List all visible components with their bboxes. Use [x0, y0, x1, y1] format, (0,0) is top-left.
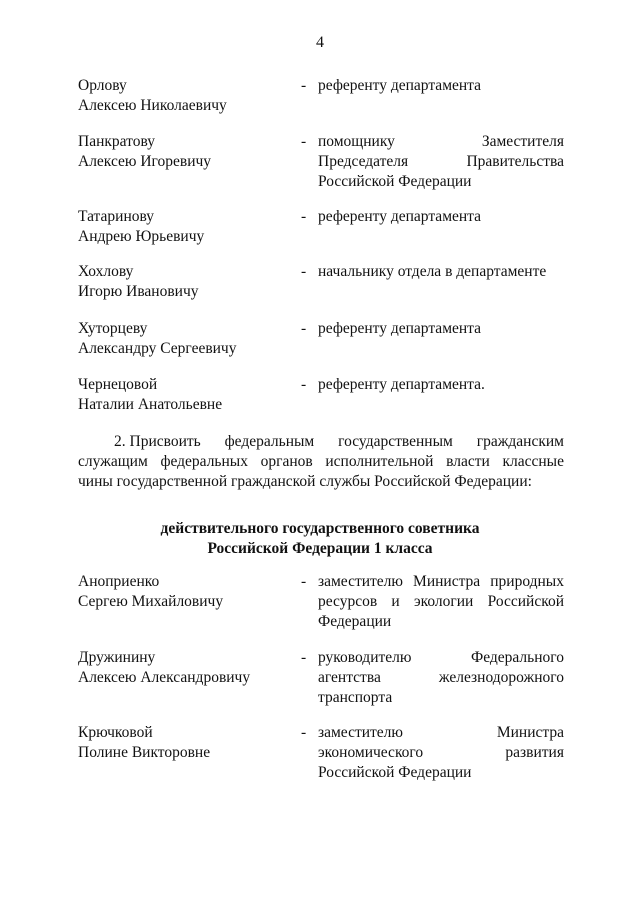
- position-title: [318, 76, 564, 96]
- position-title: [318, 207, 564, 227]
- person-name: [78, 132, 288, 172]
- word: Федерального: [470, 649, 564, 666]
- person-name: [78, 207, 288, 247]
- word: власти: [446, 453, 490, 470]
- word: развития: [505, 744, 564, 761]
- dash: -: [301, 133, 307, 150]
- dash: -: [301, 724, 307, 741]
- position-line: референту департамента: [318, 77, 482, 94]
- person-name-line: Татаринову: [78, 208, 155, 225]
- word: Министра: [413, 573, 481, 590]
- person-name: [78, 572, 288, 612]
- position-line: референту департамента: [318, 208, 482, 225]
- word: агентства: [318, 669, 381, 686]
- person-name: [78, 648, 288, 688]
- position-line: [318, 132, 564, 152]
- person-name-line: Алексею Александровичу: [78, 669, 251, 686]
- position-line: транспорта: [318, 689, 393, 706]
- dash: -: [301, 376, 307, 393]
- word: 2. Присвоить: [114, 433, 201, 450]
- rank-heading-line-2: Российской Федерации 1 класса: [207, 540, 433, 557]
- paragraph-line: чины государственной гражданской службы Российской Федерации:: [78, 473, 532, 490]
- person-name-line: Алексею Николаевичу: [78, 97, 227, 114]
- word: руководителю: [318, 649, 412, 666]
- person-name: [78, 76, 288, 116]
- word: Заместителя: [481, 133, 564, 150]
- person-name-line: Алексею Игоревичу: [78, 153, 212, 170]
- word: федеральным: [224, 433, 315, 450]
- person-name: [78, 262, 288, 302]
- word: Правительства: [466, 153, 564, 170]
- word: заместителю: [318, 573, 403, 590]
- position-title: [318, 132, 564, 192]
- dash: -: [301, 263, 307, 280]
- person-name-line: Наталии Анатольевне: [78, 396, 223, 413]
- position-line: [318, 743, 564, 763]
- person-name-line: Аноприенко: [78, 573, 160, 590]
- person-name-line: Дружинину: [78, 649, 156, 666]
- word: государственным: [338, 433, 453, 450]
- word: классные: [502, 453, 564, 470]
- word: служащим: [78, 453, 148, 470]
- position-line: [318, 723, 564, 743]
- dash: -: [301, 649, 307, 666]
- word: органов: [260, 453, 313, 470]
- position-title: [318, 723, 564, 783]
- person-name-line: Полине Викторовне: [78, 744, 211, 761]
- word: заместителю: [318, 724, 403, 741]
- position-line: [318, 572, 564, 592]
- position-line: [318, 152, 564, 172]
- position-title: [318, 262, 564, 282]
- paragraph-2: [78, 432, 564, 492]
- word: ресурсов: [318, 593, 378, 610]
- position-line: референту департамента: [318, 320, 482, 337]
- position-title: [318, 319, 564, 339]
- person-name: [78, 375, 288, 415]
- word: Министра: [496, 724, 564, 741]
- person-name-line: Панкратову: [78, 133, 155, 150]
- dash: -: [301, 208, 307, 225]
- word: Председателя: [318, 153, 409, 170]
- word: экономического: [318, 744, 424, 761]
- position-line: [318, 668, 564, 688]
- page-number: 4: [316, 34, 324, 51]
- rank-heading-line-1: действительного государственного советника: [160, 520, 480, 537]
- word: гражданским: [476, 433, 564, 450]
- position-title: [318, 572, 564, 632]
- word: Российской: [487, 593, 564, 610]
- word: федеральных: [160, 453, 248, 470]
- position-title: [318, 375, 564, 395]
- word: природных: [490, 573, 564, 590]
- person-name-line: Чернецовой: [78, 376, 158, 393]
- position-line: Российской Федерации: [318, 173, 472, 190]
- paragraph-line: [78, 452, 564, 472]
- word: экологии: [413, 593, 474, 610]
- word: железнодорожного: [438, 669, 564, 686]
- person-name: [78, 723, 288, 763]
- dash: -: [301, 77, 307, 94]
- position-line: [318, 648, 564, 668]
- position-line: начальнику отдела в департаменте: [318, 263, 547, 280]
- position-title: [318, 648, 564, 708]
- dash: -: [301, 320, 307, 337]
- word: исполнительной: [325, 453, 434, 470]
- person-name-line: Сергею Михайловичу: [78, 593, 224, 610]
- person-name-line: Игорю Ивановичу: [78, 283, 199, 300]
- person-name-line: Хохлову: [78, 263, 134, 280]
- person-name-line: Крючковой: [78, 724, 153, 741]
- person-name-line: Александру Сергеевичу: [78, 340, 237, 357]
- word: и: [391, 593, 400, 610]
- person-name-line: Орлову: [78, 77, 127, 94]
- rank-heading: [0, 519, 640, 559]
- dash: -: [301, 573, 307, 590]
- position-line: референту департамента.: [318, 376, 485, 393]
- paragraph-line: [78, 432, 564, 452]
- position-line: Федерации: [318, 613, 392, 630]
- position-line: [318, 592, 564, 612]
- word: помощнику: [318, 133, 395, 150]
- position-line: Российской Федерации: [318, 764, 472, 781]
- person-name: [78, 319, 288, 359]
- person-name-line: Андрею Юрьевичу: [78, 228, 205, 245]
- person-name-line: Хуторцеву: [78, 320, 148, 337]
